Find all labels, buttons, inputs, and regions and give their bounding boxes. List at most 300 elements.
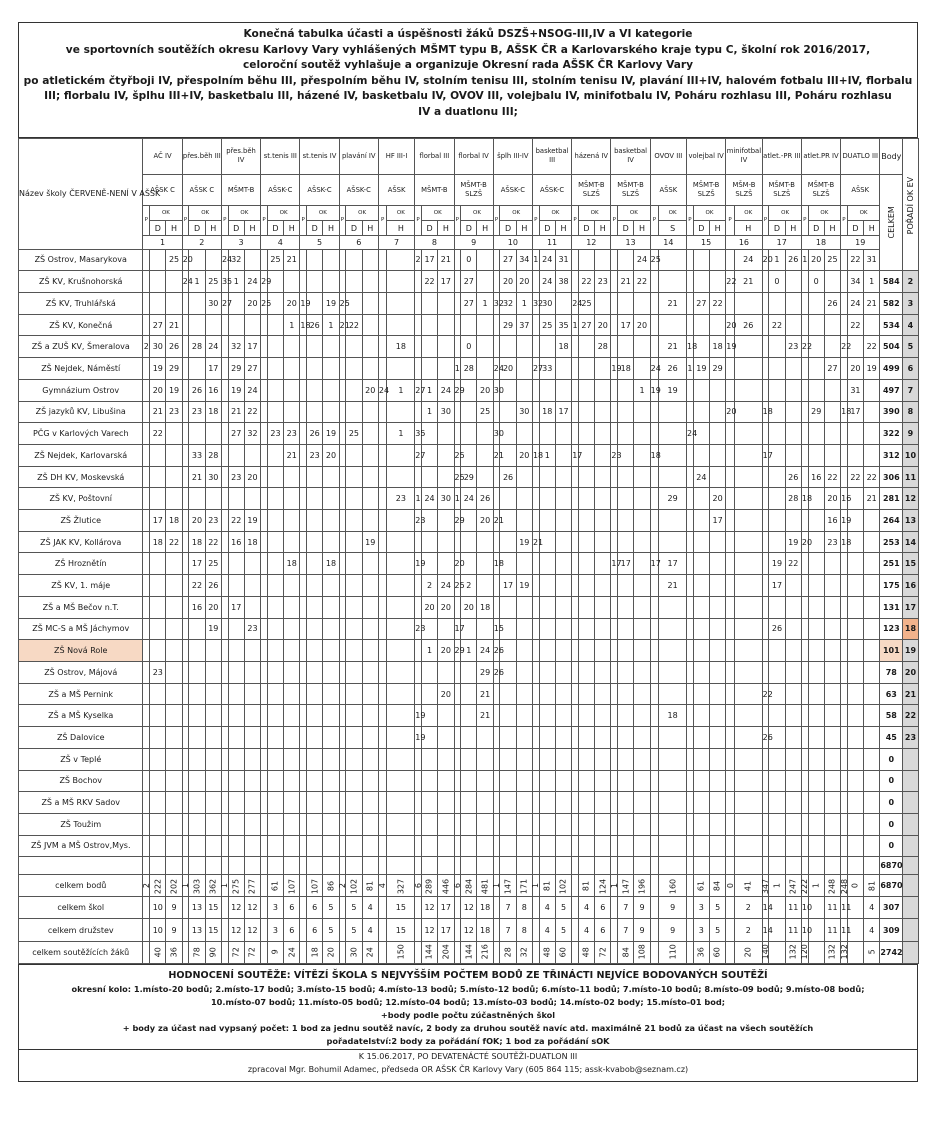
score-cell — [801, 553, 808, 575]
score-cell — [378, 249, 387, 271]
score-cell — [634, 488, 650, 510]
score-cell — [555, 466, 571, 488]
score-cell — [687, 271, 694, 293]
competition-organizer: AŠSK — [650, 174, 686, 206]
score-cell — [261, 358, 268, 380]
score-cell — [709, 813, 725, 835]
score-cell — [808, 596, 824, 618]
p-label: P — [841, 206, 848, 236]
score-cell: 18 — [323, 553, 339, 575]
score-cell: 23 — [244, 618, 260, 640]
score-cell — [244, 835, 260, 857]
score-cell — [339, 618, 346, 640]
score-cell — [182, 683, 189, 705]
score-cell — [611, 792, 618, 814]
summary-cell: 12 — [228, 919, 244, 941]
score-cell — [578, 401, 594, 423]
score-cell: 24 — [182, 271, 189, 293]
score-cell — [454, 336, 461, 358]
score-cell — [618, 336, 634, 358]
p-label: P — [261, 206, 268, 236]
score-cell: 28 — [595, 336, 611, 358]
score-cell — [346, 618, 362, 640]
score-cell — [864, 683, 880, 705]
school-total: 101 — [880, 640, 903, 662]
score-cell — [205, 314, 221, 336]
score-cell: 1 — [284, 314, 300, 336]
score-cell — [189, 423, 205, 445]
score-cell — [801, 705, 808, 727]
score-cell — [493, 336, 500, 358]
blank-cell — [307, 857, 323, 875]
score-cell — [323, 792, 339, 814]
summary-cell: 5 — [346, 897, 362, 919]
score-cell — [189, 727, 205, 749]
score-cell — [307, 249, 323, 271]
score-cell: 0 — [461, 336, 477, 358]
score-cell — [650, 510, 659, 532]
summary-cell: 12 — [421, 919, 437, 941]
score-cell — [659, 249, 687, 271]
score-cell — [785, 379, 801, 401]
school-name: ZŠ Dalovice — [19, 727, 143, 749]
score-cell — [182, 314, 189, 336]
table-row — [19, 770, 919, 792]
score-cell: 20 — [808, 249, 824, 271]
school-rank: 3 — [903, 293, 918, 315]
score-cell — [378, 531, 387, 553]
score-cell — [244, 727, 260, 749]
score-cell — [378, 748, 387, 770]
score-cell: 26 — [166, 336, 182, 358]
score-cell — [339, 770, 346, 792]
score-cell — [244, 640, 260, 662]
summary-label: celkem soutěžících žáků — [19, 941, 143, 963]
score-cell — [595, 531, 611, 553]
score-cell — [693, 488, 709, 510]
score-cell — [726, 618, 735, 640]
blank-cell — [808, 857, 824, 875]
score-cell: 1 — [532, 249, 539, 271]
score-cell — [785, 575, 801, 597]
score-cell — [618, 748, 634, 770]
score-cell — [339, 792, 346, 814]
d-label: D — [769, 221, 785, 236]
summary-cell: 60 — [709, 941, 725, 963]
summary-cell — [300, 875, 307, 897]
score-cell — [323, 336, 339, 358]
score-cell — [824, 596, 840, 618]
title-line: Konečná tabulka účasti a úspěšnosti žáků DSZŠ+NSOG-III,IV a VI kategorie — [243, 28, 693, 40]
summary-cell: 2 — [734, 919, 762, 941]
score-cell — [595, 510, 611, 532]
score-cell — [150, 466, 166, 488]
score-cell: 22 — [150, 423, 166, 445]
score-cell — [801, 618, 808, 640]
school-name: ZŠ Ostrov, Májová — [19, 662, 143, 684]
score-cell — [687, 444, 694, 466]
h-label: H — [785, 221, 801, 236]
competition-name: HF III-I — [378, 139, 414, 175]
score-cell — [387, 683, 415, 705]
summary-cell: 102 — [555, 875, 571, 897]
score-cell — [808, 640, 824, 662]
score-cell: 25 — [339, 293, 346, 315]
score-cell — [323, 727, 339, 749]
score-cell — [378, 488, 387, 510]
score-cell — [182, 705, 189, 727]
score-cell — [261, 705, 268, 727]
score-cell — [323, 835, 339, 857]
score-cell — [611, 618, 618, 640]
score-cell: 24 — [244, 271, 260, 293]
score-cell — [143, 618, 150, 640]
h-label: H — [284, 221, 300, 236]
score-cell — [477, 531, 493, 553]
score-cell — [261, 488, 268, 510]
score-cell — [323, 271, 339, 293]
ok-label: OK — [847, 206, 880, 221]
score-cell — [221, 727, 228, 749]
score-cell — [150, 553, 166, 575]
score-cell — [578, 618, 594, 640]
d-label: D — [461, 221, 477, 236]
score-cell — [532, 379, 539, 401]
score-cell: 21 — [438, 249, 454, 271]
blank-cell — [659, 857, 687, 875]
score-cell — [438, 510, 454, 532]
score-cell: 17 — [847, 401, 863, 423]
score-cell: 22 — [244, 401, 260, 423]
summary-cell: 222 — [801, 875, 808, 897]
score-cell — [734, 596, 762, 618]
score-cell: 29 — [709, 358, 725, 380]
score-cell: 19 — [228, 379, 244, 401]
score-cell: 20 — [516, 271, 532, 293]
table-row — [19, 553, 919, 575]
competition-number: 13 — [611, 235, 650, 249]
score-cell — [339, 444, 346, 466]
summary-cell: 24 — [284, 941, 300, 963]
school-name: ZŠ Toužim — [19, 813, 143, 835]
score-cell — [323, 662, 339, 684]
score-cell — [221, 640, 228, 662]
score-cell — [734, 293, 762, 315]
score-cell — [261, 510, 268, 532]
score-cell: 20 — [726, 314, 735, 336]
score-cell — [516, 553, 532, 575]
score-cell: 24 — [693, 466, 709, 488]
school-name: ZŠ Nejdek, Karlovarská — [19, 444, 143, 466]
score-cell: 16 — [228, 531, 244, 553]
h-label: H — [595, 221, 611, 236]
score-cell — [555, 553, 571, 575]
school-rank: 4 — [903, 314, 918, 336]
score-cell: 19 — [841, 510, 848, 532]
score-cell: 20 — [189, 510, 205, 532]
score-cell — [221, 662, 228, 684]
score-cell — [762, 358, 769, 380]
school-rank: 2 — [903, 271, 918, 293]
score-cell — [300, 401, 307, 423]
score-cell: 19 — [150, 358, 166, 380]
summary-cell: 12 — [244, 919, 260, 941]
summary-cell — [221, 897, 228, 919]
score-cell: 20 — [182, 249, 189, 271]
score-cell — [578, 748, 594, 770]
score-cell — [824, 770, 840, 792]
score-cell — [300, 727, 307, 749]
score-cell — [421, 770, 437, 792]
score-cell: 32 — [228, 336, 244, 358]
score-cell — [378, 444, 387, 466]
summary-cell: 5 — [323, 897, 339, 919]
score-cell — [650, 271, 659, 293]
score-cell: 20 — [438, 683, 454, 705]
score-cell — [539, 770, 555, 792]
summary-cell: 14 — [762, 919, 769, 941]
score-cell — [500, 705, 516, 727]
summary-cell: 11 — [841, 919, 848, 941]
score-cell — [244, 575, 260, 597]
score-cell — [387, 748, 415, 770]
score-cell: 18 — [539, 401, 555, 423]
score-cell — [261, 401, 268, 423]
summary-cell: 196 — [634, 875, 650, 897]
score-cell: 18 — [801, 488, 808, 510]
score-cell — [572, 727, 579, 749]
score-cell — [182, 401, 189, 423]
score-cell — [346, 531, 362, 553]
score-cell: 21 — [659, 293, 687, 315]
competition-name: st.tenis III — [261, 139, 300, 175]
school-total: 499 — [880, 358, 903, 380]
score-cell — [808, 792, 824, 814]
blank-cell — [841, 857, 848, 875]
score-cell — [555, 510, 571, 532]
score-cell — [387, 314, 415, 336]
summary-cell: 107 — [284, 875, 300, 897]
score-cell — [769, 423, 785, 445]
score-cell — [762, 662, 769, 684]
school-rank: 15 — [903, 553, 918, 575]
score-cell — [454, 835, 461, 857]
score-cell — [244, 249, 260, 271]
competition-name: šplh III-IV — [493, 139, 532, 175]
h-label: H — [555, 221, 571, 236]
score-cell: 17 — [572, 444, 579, 466]
score-cell — [182, 575, 189, 597]
blank-cell — [267, 857, 283, 875]
summary-cell: 13 — [189, 919, 205, 941]
score-cell — [687, 792, 694, 814]
score-cell: 21 — [477, 683, 493, 705]
school-name: ZŠ Ostrov, Masarykova — [19, 249, 143, 271]
competition-organizer: AŠSK-C — [261, 174, 300, 206]
summary-cell: 78 — [189, 941, 205, 963]
summary-cell: 4 — [362, 919, 378, 941]
summary-cell: 5 — [555, 897, 571, 919]
score-cell — [493, 531, 500, 553]
score-cell — [659, 596, 687, 618]
score-cell — [650, 748, 659, 770]
score-cell — [346, 596, 362, 618]
score-cell — [378, 358, 387, 380]
score-cell — [618, 379, 634, 401]
school-name: ZŠ KV, Krušnohorská — [19, 271, 143, 293]
score-cell — [532, 618, 539, 640]
score-cell: 1 — [634, 379, 650, 401]
score-cell — [339, 336, 346, 358]
score-cell — [618, 488, 634, 510]
h-label: H — [438, 221, 454, 236]
score-cell — [634, 748, 650, 770]
score-cell — [572, 835, 579, 857]
score-cell: 22 — [205, 531, 221, 553]
score-cell — [493, 770, 500, 792]
score-cell — [362, 314, 378, 336]
score-cell — [182, 510, 189, 532]
blank-cell — [903, 897, 918, 919]
score-cell — [709, 770, 725, 792]
score-cell — [454, 271, 461, 293]
score-cell — [709, 249, 725, 271]
score-cell — [267, 748, 283, 770]
summary-cell: 12 — [461, 919, 477, 941]
summary-cell: 147 — [500, 875, 516, 897]
score-cell — [346, 770, 362, 792]
summary-cell: 248 — [824, 875, 840, 897]
score-cell — [841, 770, 848, 792]
score-cell — [166, 293, 182, 315]
score-cell: 27 — [693, 293, 709, 315]
score-cell: 16 — [808, 466, 824, 488]
score-cell — [438, 727, 454, 749]
score-cell — [539, 488, 555, 510]
score-cell — [346, 466, 362, 488]
score-cell — [454, 662, 461, 684]
score-cell — [785, 618, 801, 640]
score-cell — [228, 770, 244, 792]
score-cell: 20 — [516, 444, 532, 466]
score-cell — [346, 792, 362, 814]
score-cell — [477, 444, 493, 466]
date-note: K 15.06.2017, PO DEVATENÁCTÉ SOUTĚŽI-DUATLON III — [19, 1049, 917, 1063]
score-cell — [824, 575, 840, 597]
score-cell — [539, 662, 555, 684]
evaluation-line: + body za účast nad vypsaný počet: 1 bod za jednu soutěž navíc, 2 body za druhou soutěž navíc atd. maximálně 21 bodů za účast na všech soutěžích — [122, 1023, 814, 1033]
competition-number: 18 — [801, 235, 840, 249]
score-cell — [659, 618, 687, 640]
score-cell — [555, 618, 571, 640]
ok-label: OK — [693, 206, 726, 221]
score-cell — [143, 444, 150, 466]
score-cell: 19 — [785, 531, 801, 553]
score-cell — [864, 618, 880, 640]
score-cell — [808, 423, 824, 445]
blank-cell — [461, 857, 477, 875]
score-cell: 22 — [709, 293, 725, 315]
score-cell — [300, 336, 307, 358]
summary-cell: 2 — [339, 875, 346, 897]
score-cell — [143, 358, 150, 380]
score-cell: 22 — [189, 575, 205, 597]
score-cell — [572, 401, 579, 423]
h-label: H — [323, 221, 339, 236]
score-cell — [634, 835, 650, 857]
competition-organizer: MŠMT-B SLZŠ — [687, 174, 726, 206]
score-cell — [461, 813, 477, 835]
score-cell — [261, 553, 268, 575]
score-cell — [150, 835, 166, 857]
score-cell — [734, 401, 762, 423]
summary-cell: 72 — [228, 941, 244, 963]
score-cell — [824, 835, 840, 857]
score-cell — [634, 401, 650, 423]
score-cell — [307, 596, 323, 618]
score-cell — [421, 314, 437, 336]
summary-cell: 4 — [539, 919, 555, 941]
table-row — [19, 314, 919, 336]
score-cell — [659, 640, 687, 662]
evaluation-line: 10.místo-07 bodů; 11.místo-05 bodů; 12.místo-04 bodů; 13.místo-03 bodů; 14.místo-02 body; 15.místo-01 bod; — [210, 997, 725, 1007]
score-cell — [693, 835, 709, 857]
score-cell — [221, 401, 228, 423]
summary-cell: 3 — [267, 897, 283, 919]
score-cell — [244, 596, 260, 618]
score-cell — [189, 488, 205, 510]
blank-cell — [150, 857, 166, 875]
summary-cell: 9 — [634, 897, 650, 919]
summary-cell: 11 — [841, 897, 848, 919]
score-cell: 23 — [189, 401, 205, 423]
score-cell — [808, 748, 824, 770]
score-cell — [284, 401, 300, 423]
score-cell — [572, 575, 579, 597]
blank-cell — [454, 857, 461, 875]
score-cell: 21 — [166, 314, 182, 336]
score-cell — [415, 662, 422, 684]
score-cell — [189, 640, 205, 662]
score-cell — [785, 662, 801, 684]
score-cell — [693, 379, 709, 401]
score-cell — [284, 531, 300, 553]
score-cell — [387, 662, 415, 684]
summary-cell: 222 — [150, 875, 166, 897]
score-cell — [693, 271, 709, 293]
score-cell — [477, 575, 493, 597]
score-cell: 24 — [539, 249, 555, 271]
score-cell — [493, 683, 500, 705]
table-row — [19, 249, 919, 271]
score-cell: 26 — [769, 618, 785, 640]
score-cell — [634, 575, 650, 597]
score-cell — [864, 401, 880, 423]
score-cell — [611, 748, 618, 770]
school-rank: 17 — [903, 596, 918, 618]
score-cell — [785, 748, 801, 770]
score-cell — [841, 727, 848, 749]
competition-name: plavání IV — [339, 139, 378, 175]
score-cell — [267, 336, 283, 358]
summary-cell: 347 — [762, 875, 769, 897]
blank-cell — [221, 857, 228, 875]
score-cell — [709, 575, 725, 597]
score-cell — [143, 683, 150, 705]
score-cell: 18 — [687, 336, 694, 358]
author-note: zpracoval Mgr. Bohumil Adamec, předseda OR AŠSK ČR Karlovy Vary (605 864 115; assk-kvabob@seznam.cz) — [247, 1065, 689, 1074]
score-cell: 22 — [841, 336, 848, 358]
